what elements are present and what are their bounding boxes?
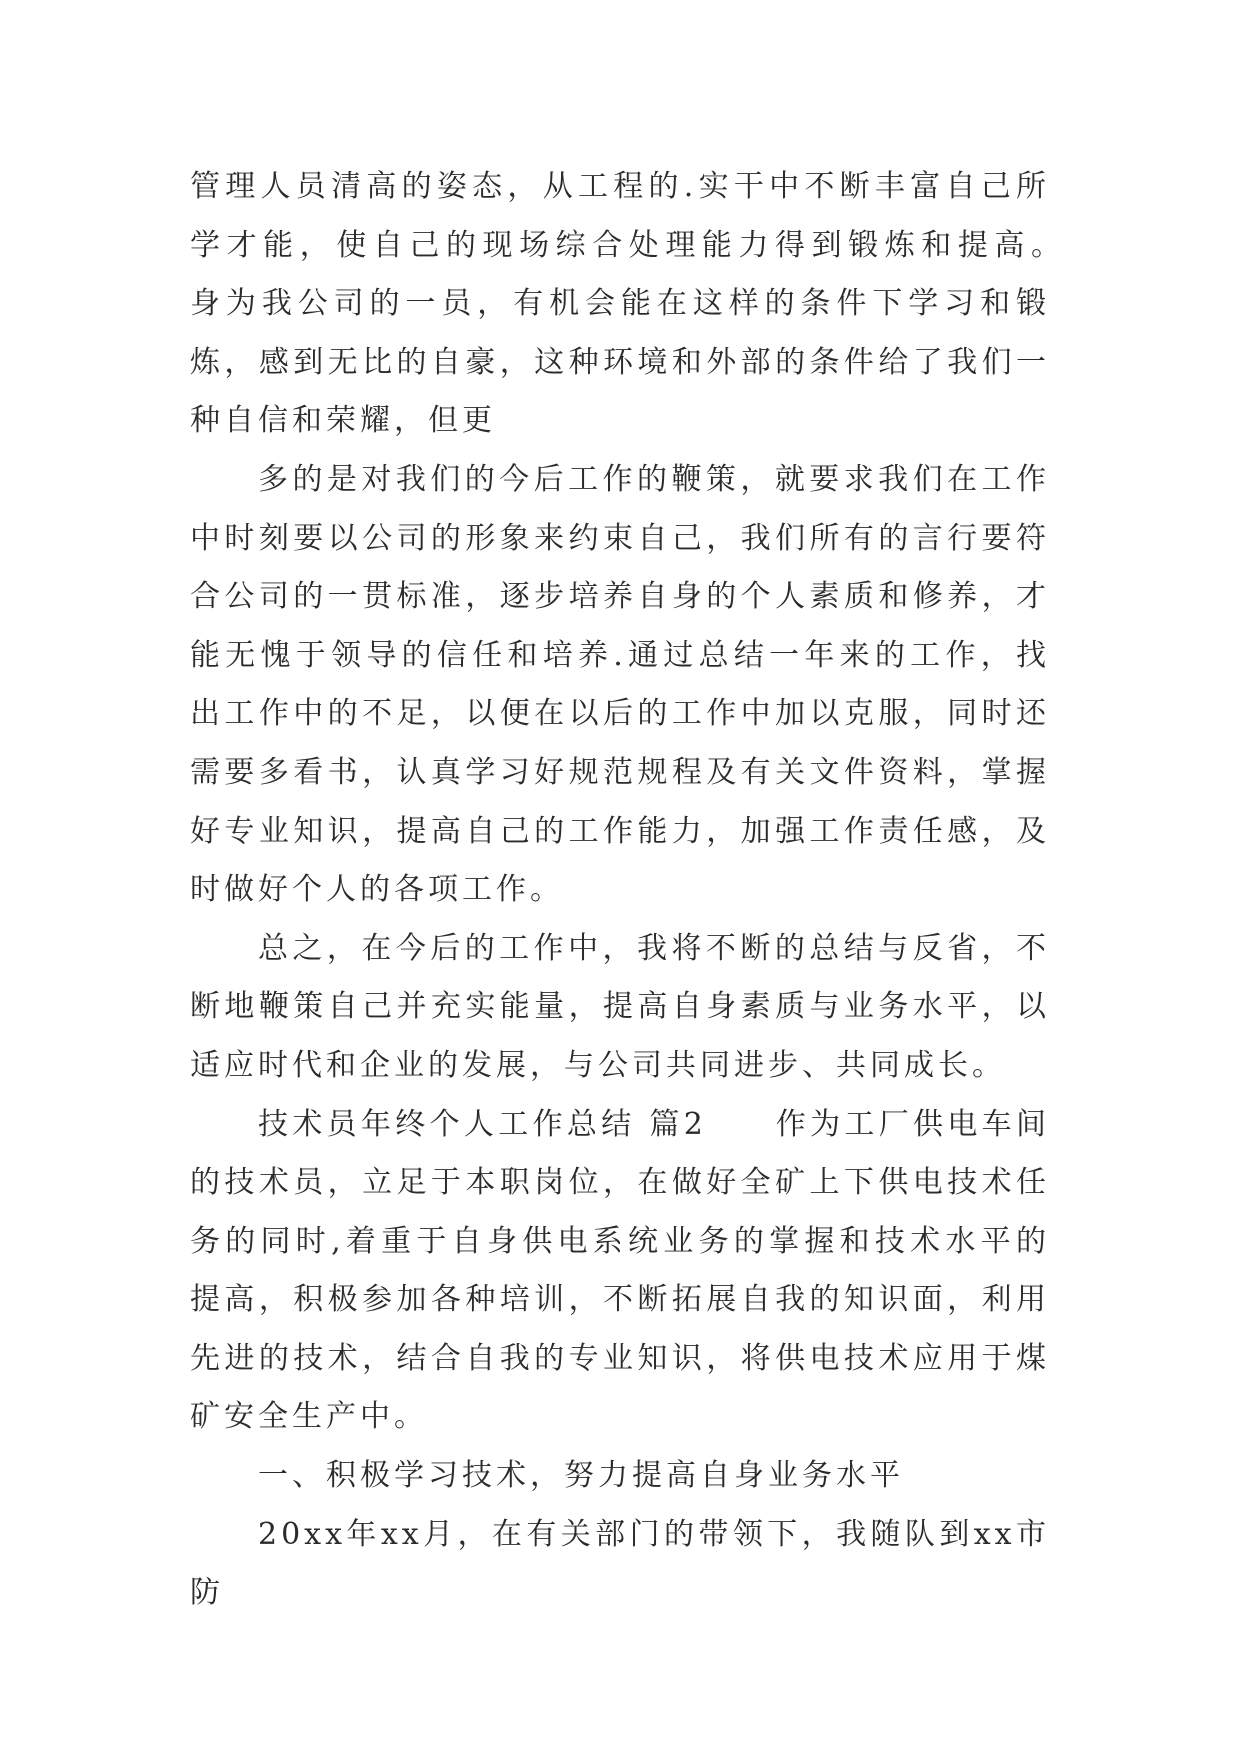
paragraph-training: 20xx年xx月，在有关部门的带领下，我随队到xx市防 (190, 1516, 1050, 1611)
paragraph-conclusion: 总之，在今后的工作中，我将不断的总结与反省，不断地鞭策自己并充实能量，提高自身素质与业务水平，以适应时代和企业的发展，与公司共同进步、共同成长。 (190, 930, 1050, 1083)
paragraph-part-2-intro: 技术员年终个人工作总结 篇2 作为工厂供电车间的技术员，立足于本职岗位，在做好全矿上下供电技术任务的同时,着重于自身供电系统业务的掌握和技术水平的提高，积极参加各种培训，不断拓展自我的知识面，利用先进的技术，结合自我的专业知识，将供电技术应用于煤矿安全生产中。 (190, 1106, 1050, 1435)
paragraph-self-discipline: 多的是对我们的今后工作的鞭策，就要求我们在工作中时刻要以公司的形象来约束自己，我们所有的言行要符合公司的一贯标准，逐步培养自身的个人素质和修养，才能无愧于领导的信任和培养.通过总结一年来的工作，找出工作中的不足，以便在以后的工作中加以克服，同时还需要多看书，认真学习好规范规程及有关文件资料，掌握好专业知识，提高自己的工作能力，加强工作责任感，及时做好个人的各项工作。 (190, 461, 1050, 908)
document-page (190, 158, 1084, 1623)
paragraph-continuation: 管理人员清高的姿态，从工程的.实干中不断丰富自己所学才能，使自己的现场综合处理能力得到锻炼和提高。 身为我公司的一员，有机会能在这样的条件下学习和锻炼，感到无比的自豪，这种环境和外部的条件给了我们一种自信和荣耀，但更 (190, 169, 1084, 439)
section-heading-1: 一、积极学习技术，努力提高自身业务水平 (258, 1458, 904, 1494)
